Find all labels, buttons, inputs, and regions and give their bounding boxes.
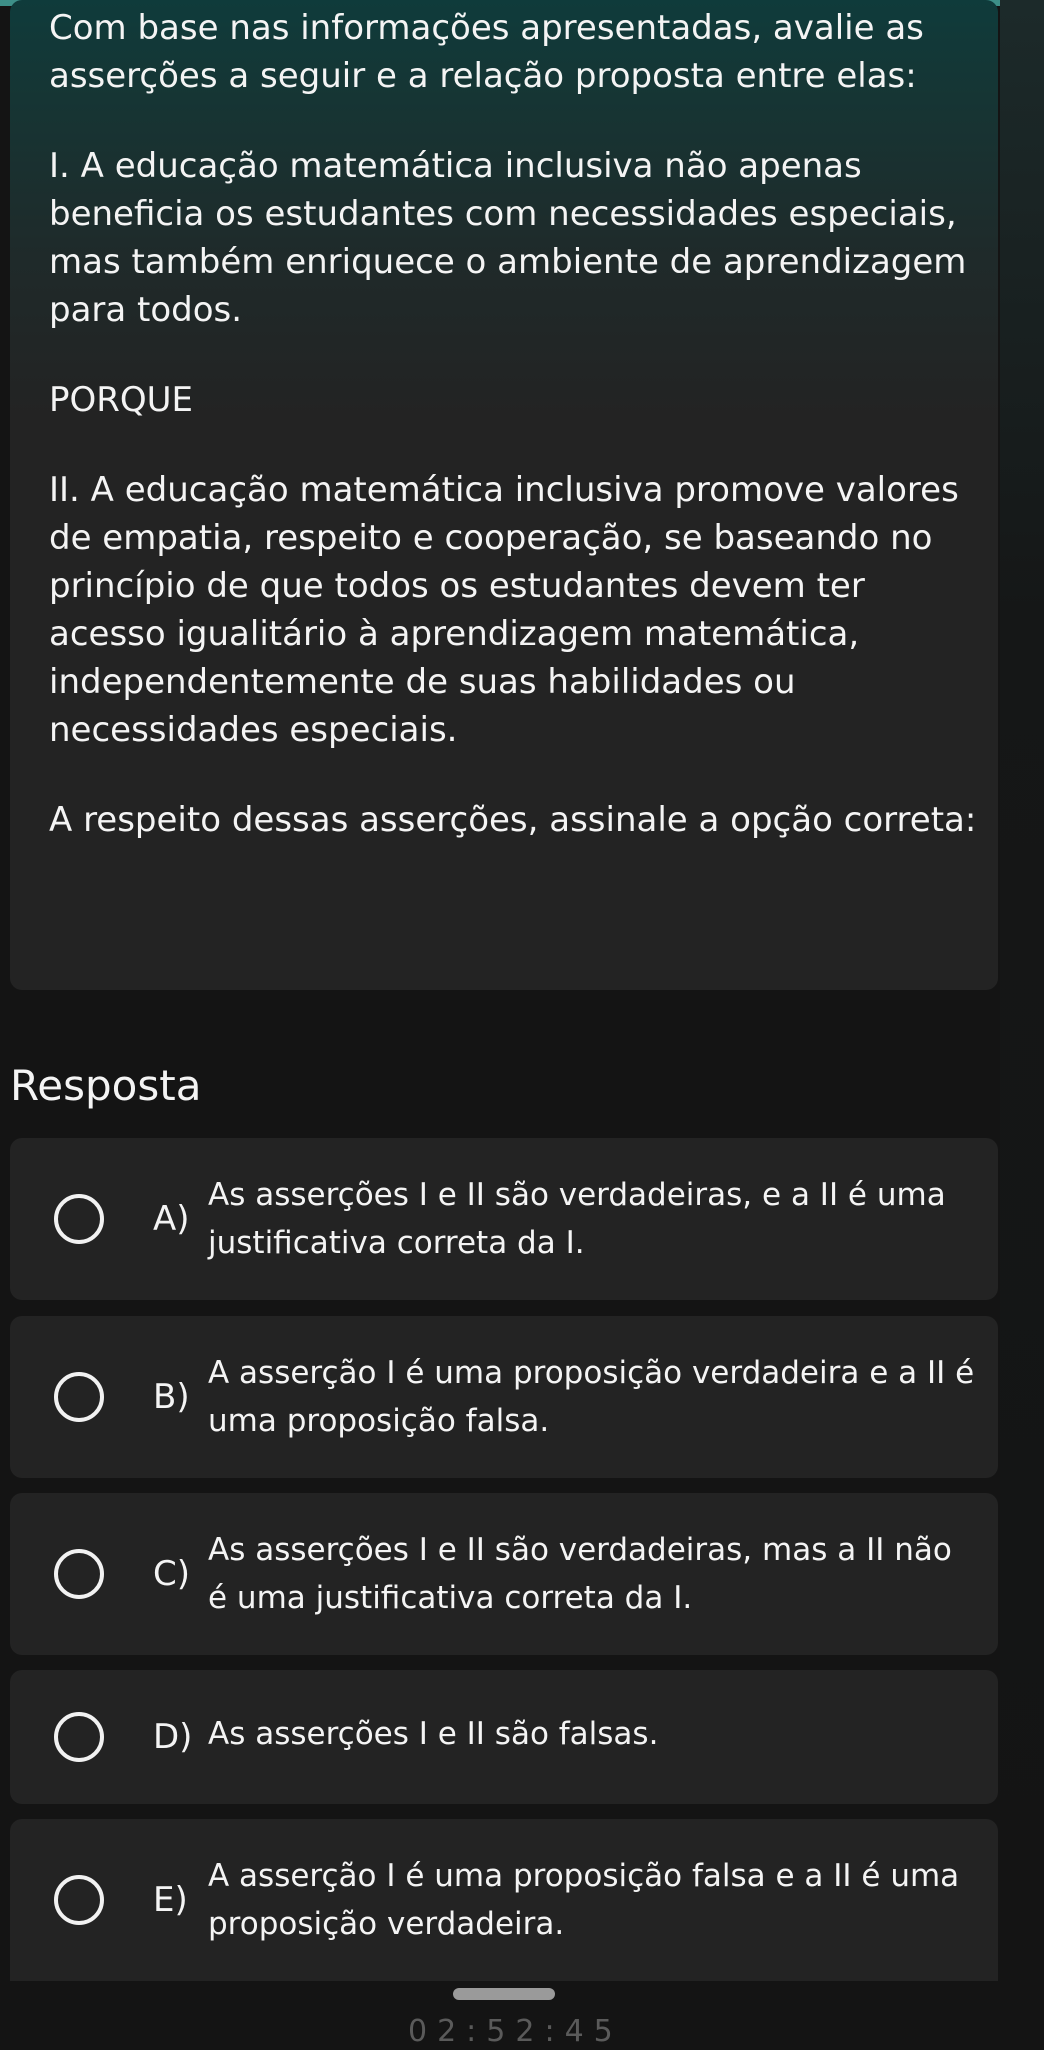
assertion-one: I. A educação matemática inclusiva não apenas beneficia os estudantes com necessidades especiais, mas também enriquece o ambiente de aprendizagem para todos. <box>49 146 967 330</box>
radio-icon[interactable] <box>54 1712 104 1762</box>
option-letter: C) <box>153 1554 191 1594</box>
option-letter: E) <box>153 1880 188 1920</box>
option-text: As asserções I e II são falsas. <box>208 1716 659 1752</box>
option-letter: A) <box>153 1199 190 1239</box>
option-letter: B) <box>153 1377 190 1417</box>
question-card <box>10 0 998 990</box>
assertion-two: II. A educação matemática inclusiva promove valores de empatia, respeito e cooperação, se baseando no princípio de que todos os estudantes devem ter acesso igualitário à aprendizagem matemática, independentemente de suas habilidades ou necessidades especiais. <box>49 470 959 750</box>
answer-option-b[interactable] <box>10 1316 998 1478</box>
answer-option-d[interactable] <box>10 1670 998 1804</box>
option-text: As asserções I e II são verdadeiras, e a II é uma justificativa correta da I. <box>208 1177 946 1261</box>
radio-icon[interactable] <box>54 1875 104 1925</box>
answer-option-c[interactable] <box>10 1493 998 1655</box>
right-edge-shade <box>1000 0 1044 2036</box>
status-clock: 02:52:45 <box>408 2014 623 2049</box>
option-text: A asserção I é uma proposição falsa e a II é uma proposição verdadeira. <box>208 1858 960 1942</box>
answer-option-a[interactable] <box>10 1138 998 1300</box>
home-indicator[interactable] <box>453 1988 555 2000</box>
question-text <box>49 4 989 886</box>
question-intro: Com base nas informações apresentadas, avalie as asserções a seguir e a relação proposta entre elas: <box>49 8 924 96</box>
radio-icon[interactable] <box>54 1372 104 1422</box>
radio-icon[interactable] <box>54 1194 104 1244</box>
radio-icon[interactable] <box>54 1549 104 1599</box>
answer-option-e[interactable] <box>10 1819 998 1981</box>
option-text: A asserção I é uma proposição verdadeira e a II é uma proposição falsa. <box>208 1355 975 1439</box>
question-prompt: A respeito dessas asserções, assinale a opção correta: <box>49 800 977 840</box>
answer-heading: Resposta <box>10 1061 202 1110</box>
option-text: As asserções I e II são verdadeiras, mas a II não é uma justificativa correta da I. <box>208 1532 952 1616</box>
assertion-connector: PORQUE <box>49 380 194 420</box>
option-letter: D) <box>153 1717 193 1757</box>
